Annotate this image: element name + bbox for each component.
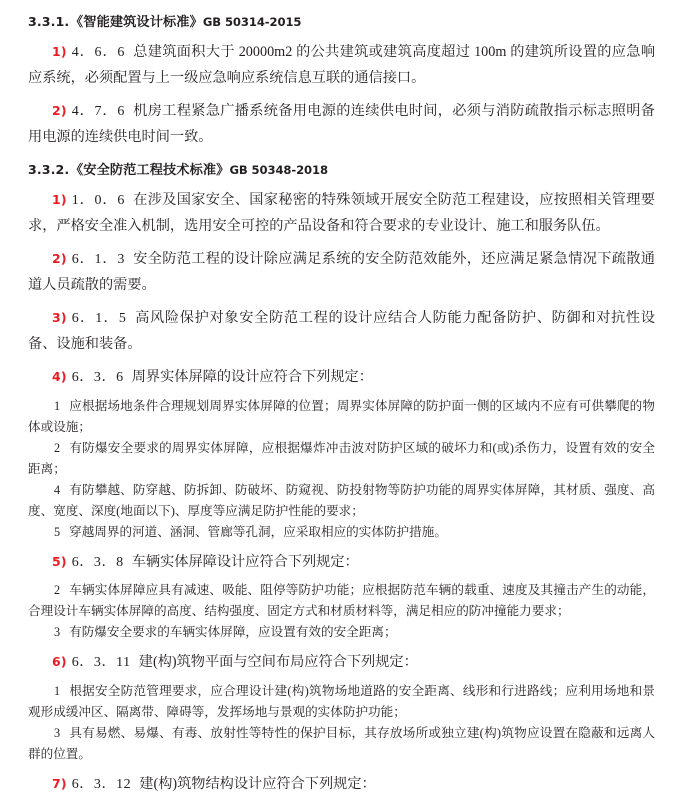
subitem-number: 1 bbox=[54, 684, 60, 698]
subitem-group bbox=[28, 393, 655, 545]
section-title-code: GB 50314-2015 bbox=[203, 15, 302, 29]
clause-text: 高风险保护对象安全防范工程的设计应结合人防能力配备防护、防御和对抗性设备、设施和装备。 bbox=[28, 310, 655, 352]
subitem-group bbox=[28, 678, 655, 767]
subitem-text: 车辆实体屏障应具有减速、吸能、阻停等防护功能；应根据防范车辆的载重、速度及其撞击产生的动能，合理设计车辆实体屏障的高度、结构强度、固定方式和材质材料等，满足相应的防冲撞能力要求； bbox=[28, 583, 655, 618]
clause bbox=[28, 645, 655, 678]
clause-text: 在涉及国家安全、国家秘密的特殊领域开展安全防范工程建设，应按照相关管理要求，严格安全准入机制，选用安全可控的产品设备和符合要求的专业设计、施工和服务队伍。 bbox=[28, 192, 655, 234]
clause-marker: 6) bbox=[52, 654, 67, 669]
subitem-text: 有防爆安全要求的车辆实体屏障，应设置有效的安全距离； bbox=[60, 625, 396, 639]
section-title-code: GB 50348-2018 bbox=[229, 163, 328, 177]
clause-code: 6．3．8 bbox=[67, 555, 124, 570]
subitem bbox=[28, 396, 655, 438]
clause-marker: 4) bbox=[52, 369, 67, 384]
clause bbox=[28, 183, 655, 242]
clause-marker: 1) bbox=[52, 192, 67, 207]
subitem-number: 2 bbox=[54, 441, 60, 455]
clause-marker: 2) bbox=[52, 251, 67, 266]
clause-marker: 7) bbox=[52, 776, 67, 791]
subitem-text: 具有易燃、易爆、有毒、放射性等特性的保护目标，其存放场所或独立建(构)筑物应设置在隐蔽和远离人群的位置。 bbox=[28, 726, 655, 761]
subitem-text: 穿越周界的河道、涵洞、管廊等孔洞，应采取相应的实体防护措施。 bbox=[60, 525, 447, 539]
subitem bbox=[28, 522, 655, 543]
clause bbox=[28, 301, 655, 360]
subitem-number: 3 bbox=[54, 726, 60, 740]
clause-text: 安全防范工程的设计除应满足系统的安全防范效能外，还应满足紧急情况下疏散通道人员疏散的需要。 bbox=[28, 251, 655, 293]
clause bbox=[28, 94, 655, 153]
subitem-number: 1 bbox=[54, 399, 60, 413]
subitem-number: 2 bbox=[54, 583, 60, 597]
subitem-number: 4 bbox=[54, 483, 60, 497]
clause bbox=[28, 360, 655, 393]
section-title-cn: 《安全防范工程技术标准》 bbox=[70, 163, 229, 178]
subitem-text: 有防爆安全要求的周界实体屏障，应根据爆炸冲击波对防护区域的破坏力和(或)杀伤力，设置有效的安全距离； bbox=[28, 441, 655, 476]
section-number: 3.3.1. bbox=[28, 13, 70, 30]
clause-code: 4．6．6 bbox=[67, 45, 125, 60]
clause bbox=[28, 35, 655, 94]
clause-code: 6．3．12 bbox=[67, 777, 132, 792]
clause bbox=[28, 545, 655, 578]
clause-text: 机房工程紧急广播系统备用电源的连续供电时间，必须与消防疏散指示标志照明备用电源的连续供电时间一致。 bbox=[28, 103, 655, 145]
clause-marker: 2) bbox=[52, 103, 67, 118]
subitem-text: 应根据场地条件合理规划周界实体屏障的位置；周界实体屏障的防护面一侧的区域内不应有可供攀爬的物体或设施； bbox=[28, 399, 655, 434]
subitem bbox=[28, 480, 655, 522]
clause-text: 总建筑面积大于 20000m2 的公共建筑或建筑高度超过 100m 的建筑所设置的应急响应系统，必须配置与上一级应急响应系统信息互联的通信接口。 bbox=[28, 44, 655, 86]
subitem bbox=[28, 580, 655, 622]
clause-code: 1．0．6 bbox=[67, 193, 125, 208]
clause-code: 6．1．3 bbox=[67, 252, 125, 267]
section-number: 3.3.2. bbox=[28, 161, 70, 178]
subitem-text: 有防攀越、防穿越、防拆卸、防破坏、防窥视、防投射物等防护功能的周界实体屏障，其材质、强度、高度、宽度、深度(地面以下)、厚度等应满足防护性能的要求； bbox=[28, 483, 655, 518]
subitem bbox=[28, 622, 655, 643]
section-title-cn: 《智能建筑设计标准》 bbox=[70, 15, 203, 30]
clause-text: 建(构)筑物平面与空间布局应符合下列规定： bbox=[131, 654, 418, 670]
clause-code: 4．7．6 bbox=[67, 104, 125, 119]
clause-marker: 1) bbox=[52, 44, 67, 59]
clause-code: 6．1．5 bbox=[67, 311, 127, 326]
subitem bbox=[28, 723, 655, 765]
clause-text: 车辆实体屏障设计应符合下列规定： bbox=[124, 554, 359, 570]
clause-code: 6．3．6 bbox=[67, 370, 124, 385]
subitem-number: 3 bbox=[54, 625, 60, 639]
clause-code: 6．3．11 bbox=[67, 655, 131, 670]
section-heading-3-3-2 bbox=[28, 158, 655, 183]
clause-marker: 5) bbox=[52, 554, 67, 569]
subitem-number: 5 bbox=[54, 525, 60, 539]
subitem bbox=[28, 438, 655, 480]
clause-text: 周界实体屏障的设计应符合下列规定： bbox=[124, 369, 373, 385]
clause-marker: 3) bbox=[52, 310, 67, 325]
subitem-group bbox=[28, 577, 655, 645]
subitem-text: 根据安全防范管理要求，应合理设计建(构)筑物场地道路的安全距离、线形和行进路线；应利用场地和景观形成缓冲区、隔离带、障碍等，发挥场地与景观的实体防护功能； bbox=[28, 684, 655, 719]
subitem bbox=[28, 681, 655, 723]
clause bbox=[28, 242, 655, 301]
section-heading-3-3-1 bbox=[28, 10, 655, 35]
clause-text: 建(构)筑物结构设计应符合下列规定： bbox=[131, 776, 375, 792]
clause bbox=[28, 767, 655, 799]
